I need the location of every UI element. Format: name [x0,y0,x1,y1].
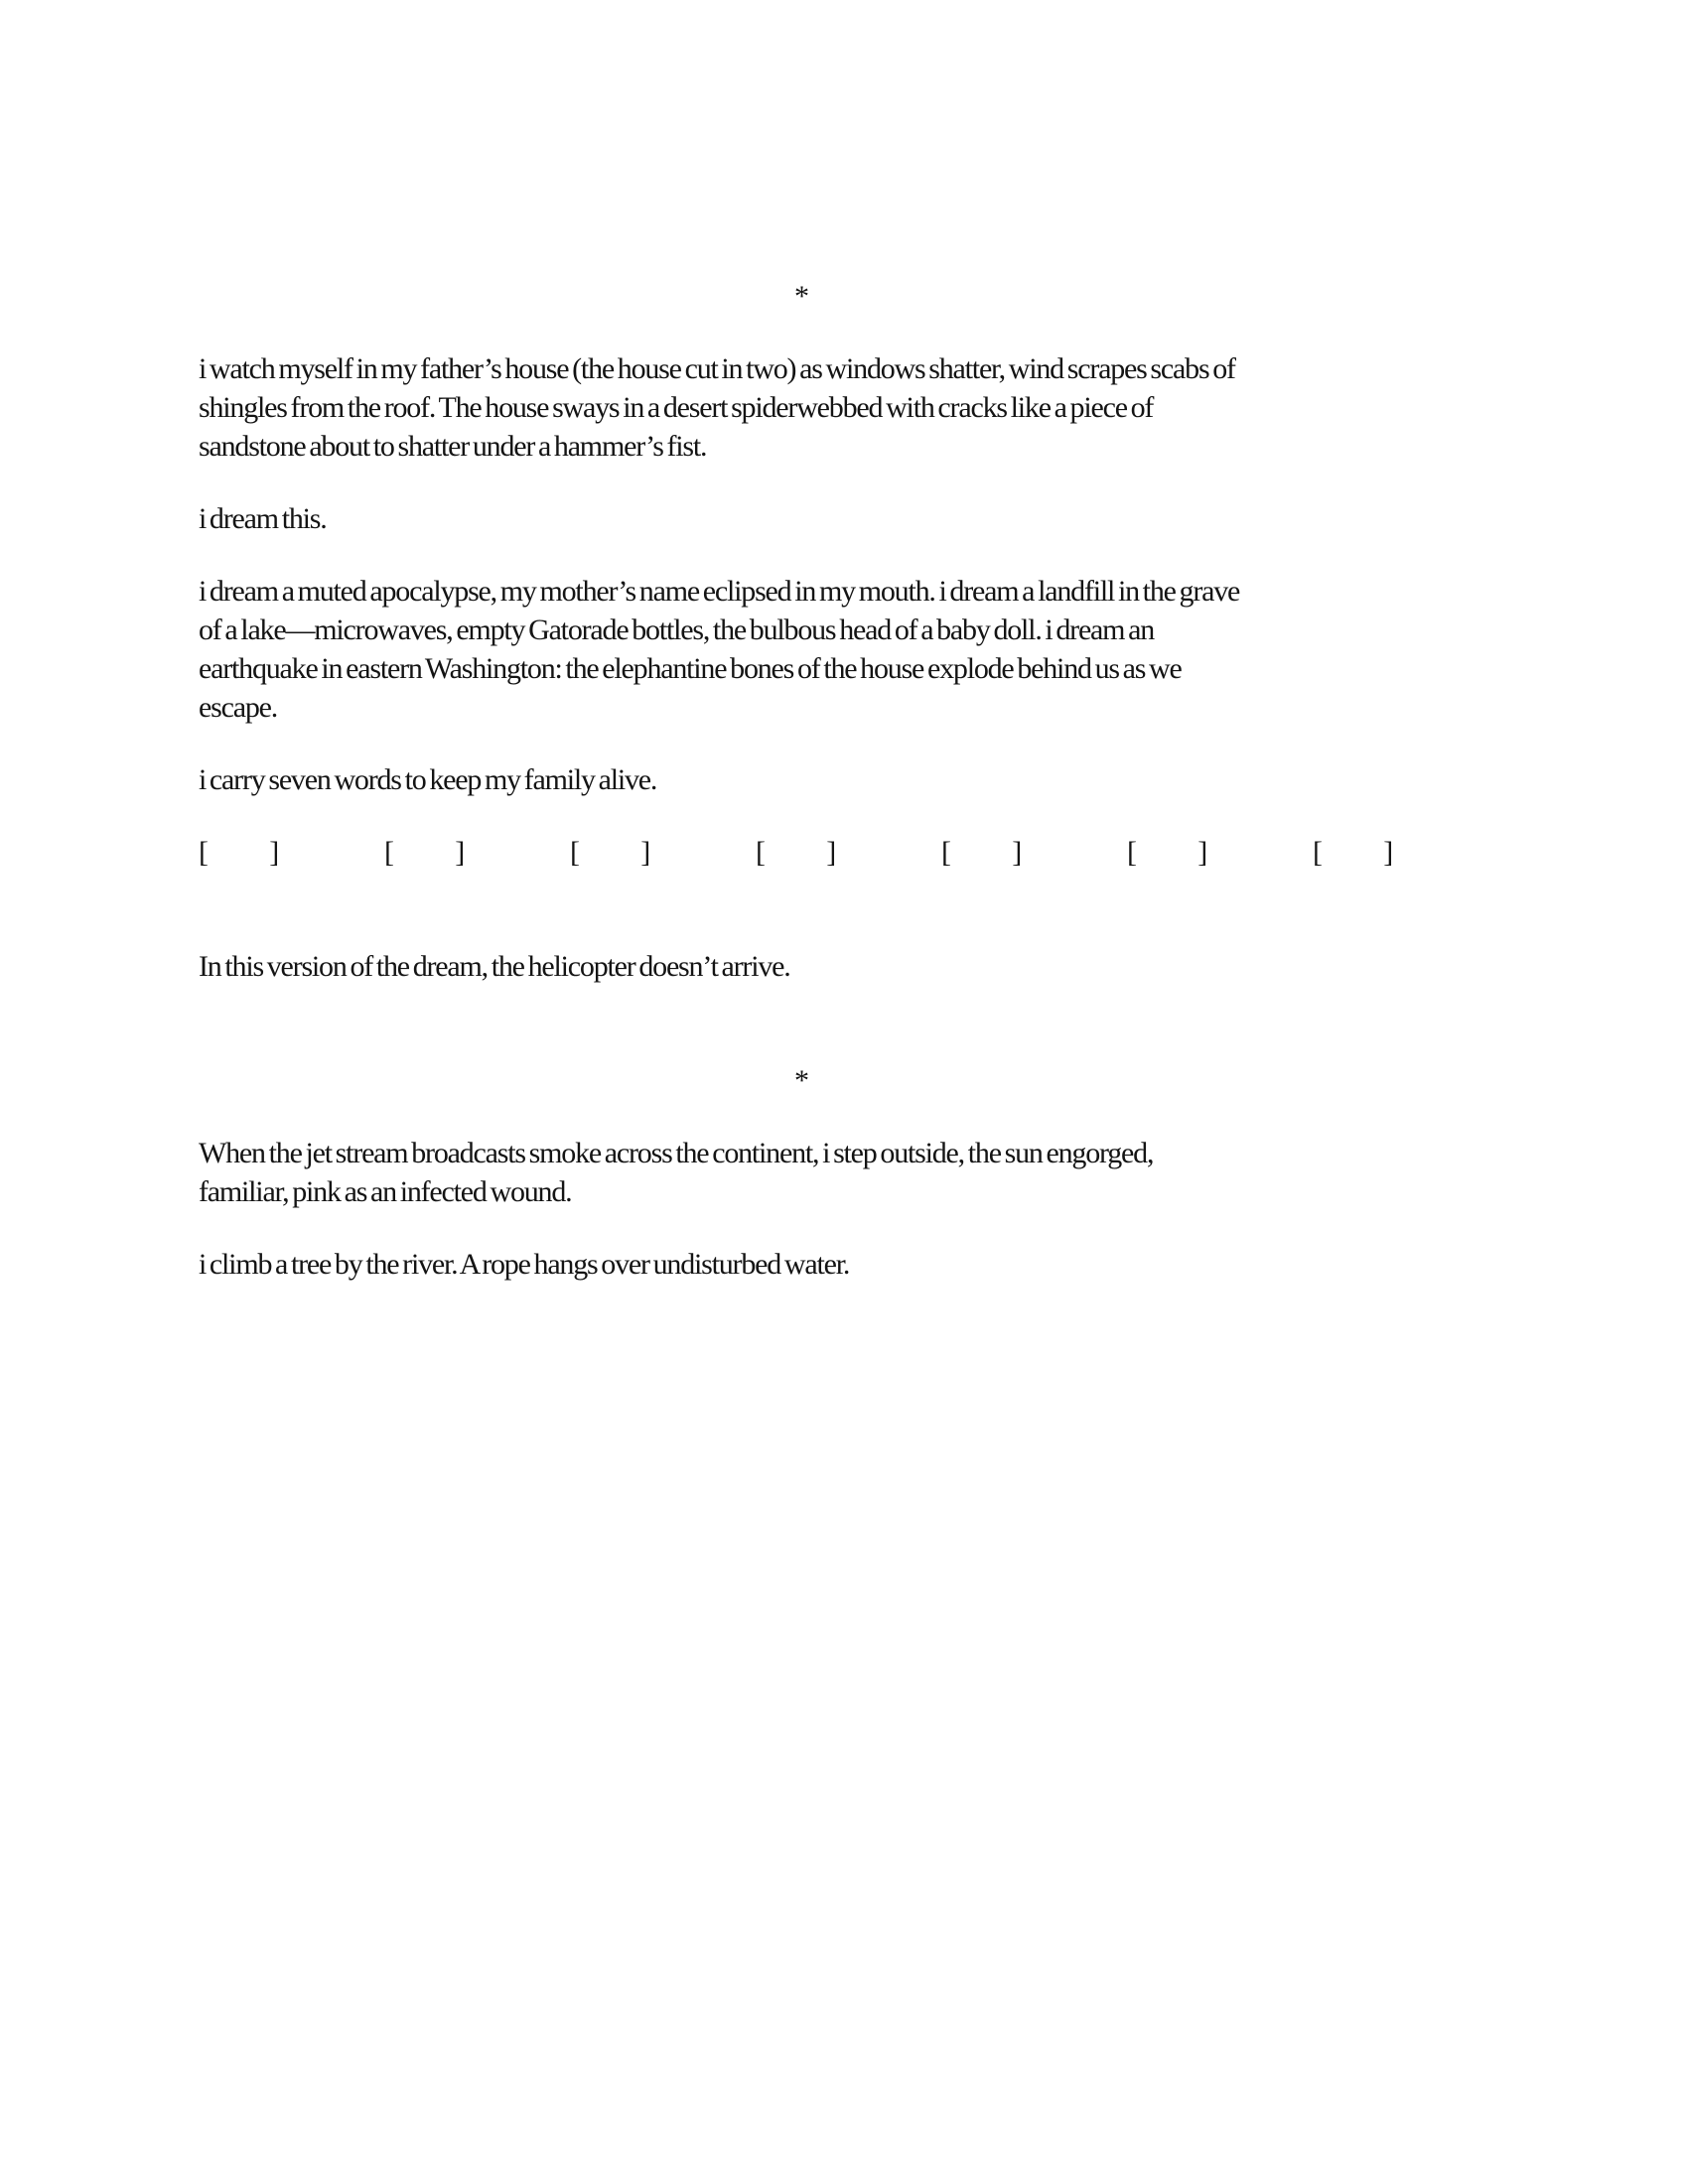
poem-paragraph-seven-words [199,760,1489,799]
open-bracket: [ [756,836,765,869]
poem-line: earthquake in eastern Washington: the elephantine bones of the house explode behind us as we [199,652,1182,685]
poem-line: i dream this. [199,502,327,535]
document-content [199,277,1489,1284]
poem-line: i watch myself in my father’s house (the house cut in two) as windows shatter, wind scrapes scabs of [199,352,1235,385]
open-bracket: [ [384,836,393,869]
section-break-asterisk [199,277,1489,316]
poem-line: escape. [199,691,278,724]
poem-paragraph-helicopter [199,947,1489,986]
bracket-pair [756,833,835,872]
open-bracket: [ [570,836,579,869]
bracket-pair [941,833,1021,872]
poem-line: sandstone about to shatter under a hammer’s fist. [199,430,707,463]
poem-paragraph-jet-stream [199,1134,1489,1211]
poem-line: familiar, pink as an infected wound. [199,1175,572,1208]
poem-paragraph-apocalypse [199,572,1489,727]
poem-line: When the jet stream broadcasts smoke across the continent, i step outside, the sun engorged, [199,1137,1154,1169]
open-bracket: [ [1127,836,1136,869]
bracket-pair [384,833,464,872]
asterisk-glyph: * [794,280,808,313]
bracket-pair [570,833,649,872]
poem-paragraph-climb-tree [199,1245,1489,1284]
open-bracket: [ [199,836,208,869]
poem-line: i dream a muted apocalypse, my mother’s name eclipsed in my mouth. i dream a landfill in the grave [199,575,1240,608]
open-bracket: [ [941,836,950,869]
close-bracket: ] [826,836,835,869]
bracket-pair [199,833,278,872]
poem-paragraph-dream-this [199,499,1489,538]
close-bracket: ] [1197,836,1206,869]
bracket-pair [1313,833,1392,872]
close-bracket: ] [269,836,278,869]
poem-line: of a lake—microwaves, empty Gatorade bottles, the bulbous head of a baby doll. i dream an [199,614,1155,646]
poem-paragraph-house [199,349,1489,466]
bracket-pair [1127,833,1206,872]
poem-line: In this version of the dream, the helicopter doesn’t arrive. [199,950,790,983]
poem-line: shingles from the roof. The house sways in a desert spiderwebbed with cracks like a piece of [199,391,1154,424]
close-bracket: ] [1383,836,1392,869]
close-bracket: ] [455,836,464,869]
section-break-asterisk [199,1061,1489,1100]
poem-line: i carry seven words to keep my family alive. [199,763,657,796]
asterisk-glyph: * [794,1064,808,1097]
close-bracket: ] [640,836,649,869]
poem-line: i climb a tree by the river. A rope hangs over undisturbed water. [199,1248,850,1281]
redacted-words-row [199,833,1489,872]
open-bracket: [ [1313,836,1322,869]
close-bracket: ] [1012,836,1021,869]
